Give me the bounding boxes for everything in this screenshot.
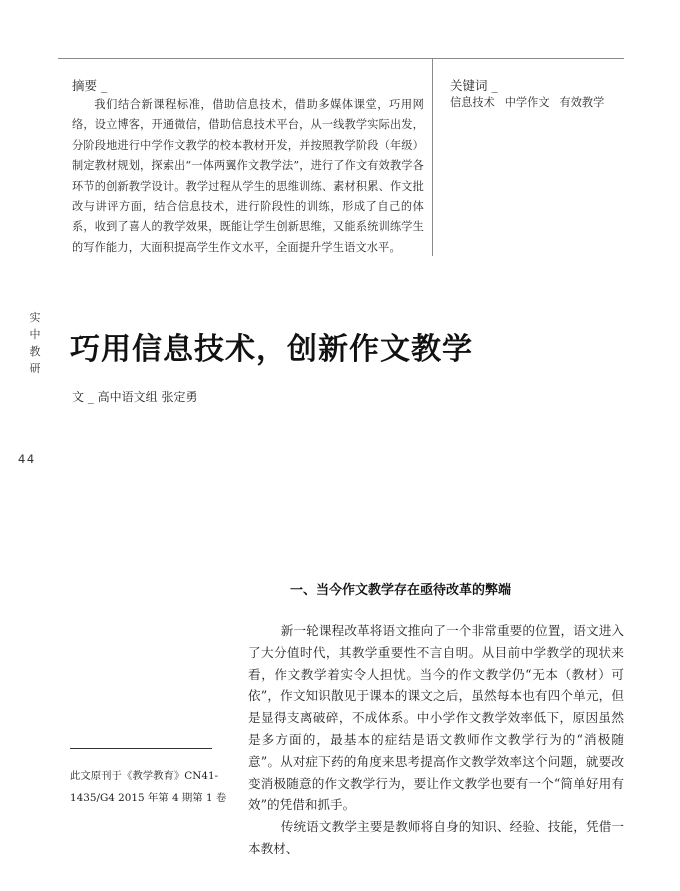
abstract-label: 摘要 _ <box>72 78 108 93</box>
source-note: 此文原刊于《教学教育》CN41-1435/G4 2015 年第 4 期第 1 卷 <box>70 770 227 804</box>
section-heading: 一、当今作文教学存在亟待改革的弊端 <box>290 583 512 598</box>
column-tag-char: 研 <box>29 362 41 375</box>
keywords-list <box>450 94 604 110</box>
footnote-rule <box>70 748 212 749</box>
column-tag-char: 教 <box>29 345 41 358</box>
page-number: 44 <box>18 452 36 466</box>
keyword-item: 有效教学 <box>559 96 605 109</box>
body-paragraph: 新一轮课程改革将语文推向了一个非常重要的位置，语文进入了大分值时代，其教学重要性不言自明。从目前中学教学的现状来看，作文教学着实令人担忧。当今的作文教学仍“无本（教材）可依”，作文知识散见于课本的课文之后，虽然每本也有四个单元，但是显得支离破碎，不成体系。中小学作文教学效率低下，原因虽然是多方面的，最基本的症结是语文教师作文教学行为的“消极随意”。从对症下药的角度来思考提高作文教学效率这个问题，就要改变消极随意的作文教学行为，要让作文教学也要有一个“简单好用有效”的凭借和抓手。 <box>248 623 624 813</box>
top-rule <box>58 58 624 59</box>
keywords-label: 关键词 _ <box>450 78 498 93</box>
column-tag-char: 实 <box>29 311 41 324</box>
body-paragraph: 传统语文教学主要是教师将自身的知识、经验、技能，凭借一本教材、 <box>248 819 624 856</box>
keyword-item: 信息技术 <box>450 96 495 109</box>
column-tag-char: 中 <box>29 328 41 341</box>
section-body <box>248 620 624 860</box>
column-tag <box>28 309 42 377</box>
abstract-text: 我们结合新课程标准，借助信息技术，借助多媒体课堂，巧用网络，设立博客，开通微信，借助信息技术平台，从一线教学实际出发，分阶段地进行中学作文教学的校本教材开发，并按照教学阶段（年级）制定教材规划，探索出“一体两翼作文教学法”，进行了作文有效教学各环节的创新教学设计。教学过程从学生的思维训练、素材积累、作文批改与讲评方面，结合信息技术，进行阶段性的训练，形成了自己的体系，收到了喜人的教学效果，既能让学生创新思维，又能系统训练学生的写作能力，大面积提高学生作文水平，全面提升学生语文水平。 <box>72 98 424 254</box>
article-title: 巧用信息技术，创新作文教学 <box>70 332 473 367</box>
keyword-item: 中学作文 <box>504 96 550 109</box>
byline: 文 _ 高中语文组 张定勇 <box>72 390 198 404</box>
column-divider <box>432 58 433 256</box>
